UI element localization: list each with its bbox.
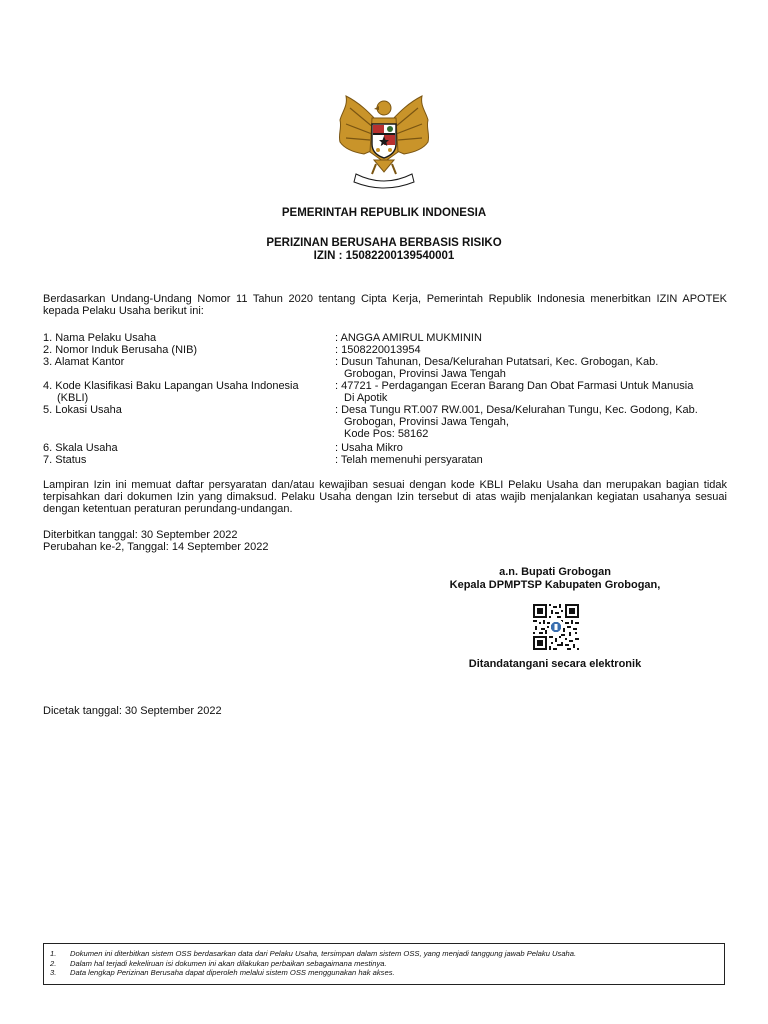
field-value: : Telah memenuhi persyaratan (335, 454, 483, 466)
field-label: 6. Skala Usaha (43, 442, 118, 454)
government-heading: PEMERINTAH REPUBLIK INDONESIA (281, 207, 487, 219)
footnote-item (50, 968, 718, 978)
permit-number: IZIN : 15082200139540001 (313, 250, 455, 262)
attachment-paragraph: Lampiran Izin ini memuat daftar persyaratan dan/atau kewajiban sesuai dengan kode KBLI Pelaku Usaha dan merupakan bagian tidak terpisahkan dari dokumen Izin yang dimaksud. Pelaku Usaha dengan Izin tersebut di atas wajib menjalankan kegiatan usahanya sesuai dengan ketentuan peraturan perundang-undangan. (43, 479, 727, 515)
garuda-pancasila-emblem-icon (334, 94, 434, 190)
footnote-item (50, 959, 718, 969)
field-value-continued: Kode Pos: 58162 (344, 428, 429, 440)
electronic-signature-note: Ditandatangani secara elektronik (468, 658, 642, 670)
intro-paragraph: Berdasarkan Undang-Undang Nomor 11 Tahun 2020 tentang Cipta Kerja, Pemerintah Republik Indonesia menerbitkan IZIN APOTEK kepada Pelaku Usaha berikut ini: (43, 293, 727, 317)
issued-date: Diterbitkan tanggal: 30 September 2022 (43, 529, 238, 541)
field-label: 5. Lokasi Usaha (43, 404, 122, 416)
field-label: 1. Nama Pelaku Usaha (43, 332, 157, 344)
field-value: : Desa Tungu RT.007 RW.001, Desa/Kelurahan Tungu, Kec. Godong, Kab. (335, 404, 698, 416)
field-label: 2. Nomor Induk Berusaha (NIB) (43, 344, 198, 356)
field-label: 4. Kode Klasifikasi Baku Lapangan Usaha Indonesia (43, 380, 299, 392)
field-value: : 47721 - Perdagangan Eceran Barang Dan Obat Farmasi Untuk Manusia (335, 380, 694, 392)
field-value: : 1508220013954 (335, 344, 421, 356)
field-value-continued: Grobogan, Provinsi Jawa Tengah, (344, 416, 509, 428)
footnote-number: 1. (50, 949, 57, 958)
field-value: : Dusun Tahunan, Desa/Kelurahan Putatsari, Kec. Grobogan, Kab. (335, 356, 659, 368)
footnotes-box (43, 943, 725, 985)
field-value-continued: Di Apotik (344, 392, 388, 404)
signature-on-behalf: a.n. Bupati Grobogan (499, 566, 611, 578)
footnote-item (50, 949, 718, 959)
footnote-number: 3. (50, 968, 57, 977)
field-value-continued: Grobogan, Provinsi Jawa Tengah (344, 368, 506, 380)
signature-official: Kepala DPMPTSP Kabupaten Grobogan, (449, 579, 661, 591)
footnote-text: Dokumen ini diterbitkan sistem OSS berdasarkan data dari Pelaku Usaha, tersimpan dalam sistem OSS, yang menjadi tanggung jawab Pelaku Usaha. (70, 949, 577, 958)
field-value: : ANGGA AMIRUL MUKMININ (335, 332, 482, 344)
revision-date: Perubahan ke-2, Tanggal: 14 September 2022 (43, 541, 269, 553)
field-label: 3. Alamat Kantor (43, 356, 125, 368)
footnote-text: Dalam hal terjadi kekeliruan isi dokumen ini akan dilakukan perbaikan sebagaimana mestinya. (70, 958, 387, 968)
footnote-number: 2. (50, 958, 57, 968)
field-value: : Usaha Mikro (335, 442, 403, 454)
qr-code-icon (533, 604, 579, 650)
field-label: 7. Status (43, 454, 87, 466)
document-title: PERIZINAN BERUSAHA BERBASIS RISIKO (266, 237, 502, 249)
printed-date: Dicetak tanggal: 30 September 2022 (43, 705, 222, 717)
field-label-continued: (KBLI) (57, 392, 89, 404)
footnote-text: Data lengkap Perizinan Berusaha dapat diperoleh melalui sistem OSS menggunakan hak akses. (70, 968, 395, 977)
